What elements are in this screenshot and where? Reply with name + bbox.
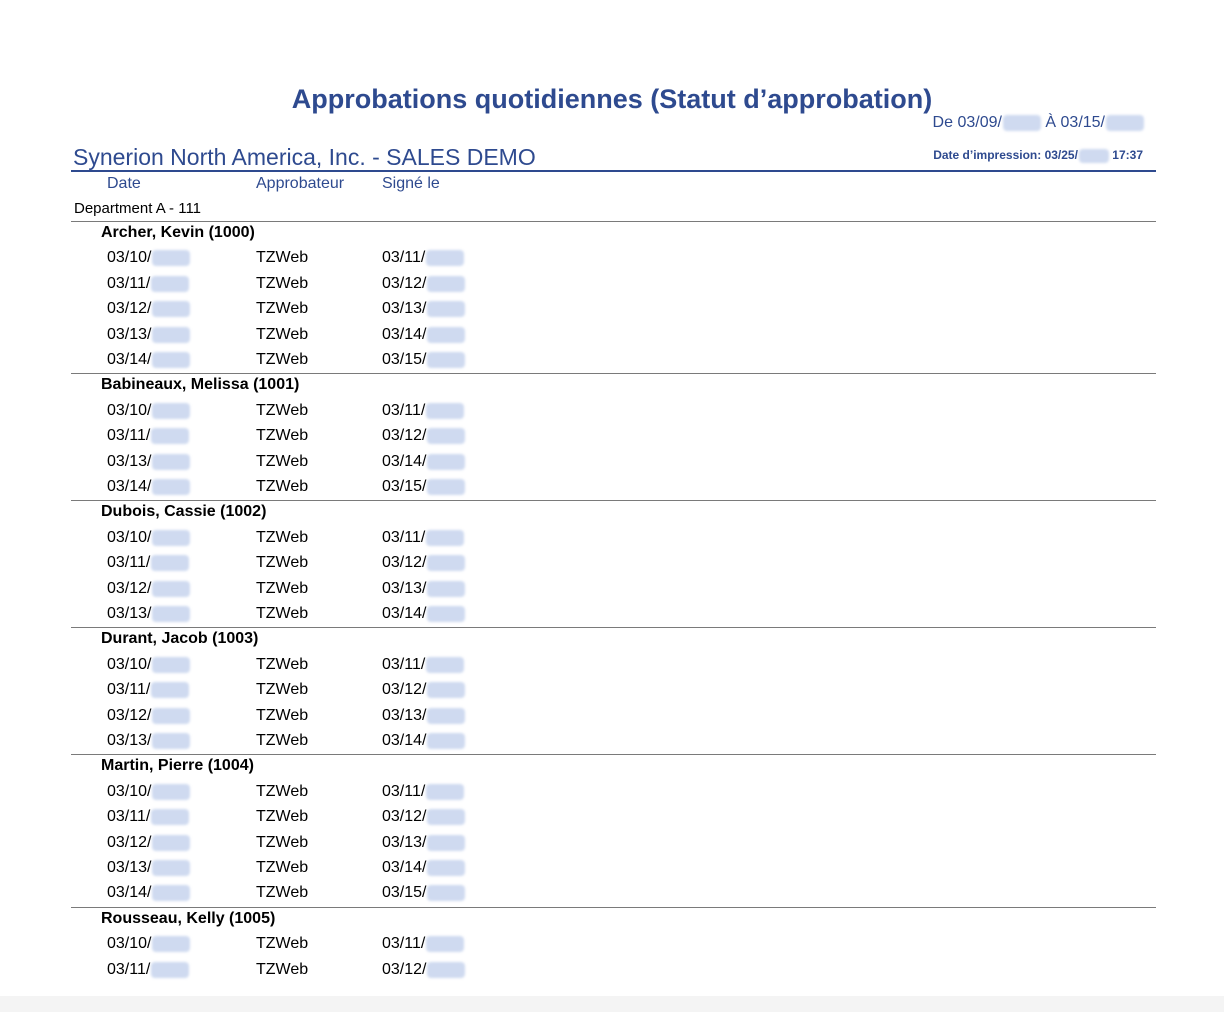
redacted-year [427,428,465,444]
redacted-year [152,454,190,470]
row-signed-text: 03/11/ [382,656,426,673]
row-date [107,961,189,979]
row-signed [382,884,465,902]
row-date [107,605,190,623]
redacted-year [427,555,465,571]
row-signed-text: 03/11/ [382,529,426,546]
row-date-text: 03/10/ [107,529,152,546]
redacted-year [151,428,189,444]
row-approver: TZWeb [256,961,309,978]
redacted-year [152,352,190,368]
employee-name: Durant, Jacob (1003) [101,630,259,647]
row-date-text: 03/13/ [107,326,152,343]
employee-name: Babineaux, Melissa (1001) [101,376,300,393]
row-date-text: 03/11/ [107,961,151,978]
row-signed-text: 03/13/ [382,707,427,724]
row-date [107,427,189,445]
row-signed [382,478,465,496]
row-signed [382,427,465,445]
row-approver: TZWeb [256,453,309,470]
section-rule [71,500,1156,501]
row-date [107,453,190,471]
range-to-date: 03/15/ [1060,114,1105,131]
print-date [933,148,1143,163]
row-approver: TZWeb [256,580,309,597]
redacted-year [152,327,190,343]
row-signed-text: 03/15/ [382,351,427,368]
row-approver: TZWeb [256,326,309,343]
row-date-text: 03/11/ [107,275,151,292]
section-rule [71,754,1156,755]
redacted-year [151,809,189,825]
row-approver: TZWeb [256,834,309,851]
row-signed-text: 03/14/ [382,326,427,343]
report-title: Approbations quotidiennes (Statut d’approbation) [291,84,933,114]
redacted-year [427,835,465,851]
redacted-year [152,733,190,749]
row-signed [382,249,464,267]
date-range [933,114,1144,132]
row-signed-text: 03/11/ [382,783,426,800]
redacted-year [427,327,465,343]
range-from-date: 03/09/ [957,114,1002,131]
row-date-text: 03/10/ [107,783,152,800]
redacted-year [152,860,190,876]
row-approver: TZWeb [256,427,309,444]
row-signed-text: 03/12/ [382,427,427,444]
row-signed [382,275,465,293]
employee-name: Martin, Pierre (1004) [101,757,254,774]
redacted-year [427,733,465,749]
row-approver: TZWeb [256,681,309,698]
row-date-text: 03/11/ [107,554,151,571]
row-signed [382,681,465,699]
row-date [107,808,189,826]
redacted-year [152,708,190,724]
range-to-label: À [1045,114,1057,131]
print-time: 17:37 [1112,148,1143,162]
row-date [107,275,189,293]
row-signed [382,961,465,979]
row-date-text: 03/10/ [107,249,152,266]
row-signed [382,580,465,598]
redacted-year [427,479,465,495]
employee-name: Archer, Kevin (1000) [101,224,255,241]
row-signed [382,554,465,572]
redacted-year [426,936,464,952]
row-signed [382,453,465,471]
row-date-text: 03/10/ [107,402,152,419]
row-signed [382,834,465,852]
row-date [107,300,190,318]
row-date [107,656,190,674]
redacted-year [152,530,190,546]
row-approver: TZWeb [256,783,309,800]
column-header-signed: Signé le [382,175,440,192]
section-rule [71,373,1156,374]
row-approver: TZWeb [256,249,309,266]
row-date [107,326,190,344]
redacted-year [152,301,190,317]
row-signed-text: 03/12/ [382,275,427,292]
redacted-year [427,860,465,876]
row-date [107,783,190,801]
section-rule [71,221,1156,222]
row-date [107,351,190,369]
section-rule [71,627,1156,628]
row-date-text: 03/10/ [107,935,152,952]
redacted-year [151,555,189,571]
row-signed-text: 03/11/ [382,935,426,952]
row-signed-text: 03/11/ [382,402,426,419]
row-signed-text: 03/11/ [382,249,426,266]
redacted-year [152,250,190,266]
column-header-date: Date [107,175,141,192]
redacted-year [152,606,190,622]
redacted-year [426,784,464,800]
row-approver: TZWeb [256,707,309,724]
row-date [107,580,190,598]
column-header-approver: Approbateur [256,175,345,192]
redacted-year [427,352,465,368]
redacted-year [152,885,190,901]
row-date [107,884,190,902]
row-approver: TZWeb [256,656,309,673]
row-date-text: 03/13/ [107,605,152,622]
row-signed-text: 03/12/ [382,554,427,571]
row-date [107,249,190,267]
row-signed [382,707,465,725]
print-date-label: Date d’impression: [933,148,1042,162]
row-approver: TZWeb [256,935,309,952]
row-signed [382,732,465,750]
row-signed [382,605,465,623]
redacted-year [426,250,464,266]
row-date-text: 03/12/ [107,300,152,317]
redacted-year [426,530,464,546]
redacted-year [427,708,465,724]
row-date [107,402,190,420]
row-signed-text: 03/13/ [382,834,427,851]
company-name: Synerion North America, Inc. - SALES DEMO [73,144,536,170]
row-date [107,732,190,750]
row-signed [382,859,465,877]
redacted-year [1106,115,1144,131]
row-signed [382,300,465,318]
row-approver: TZWeb [256,732,309,749]
redacted-year [427,606,465,622]
row-approver: TZWeb [256,859,309,876]
row-date-text: 03/13/ [107,732,152,749]
redacted-year [152,479,190,495]
row-signed-text: 03/14/ [382,605,427,622]
redacted-year [427,682,465,698]
row-date-text: 03/12/ [107,707,152,724]
employee-name: Dubois, Cassie (1002) [101,503,267,520]
row-signed-text: 03/15/ [382,478,427,495]
section-rule [71,907,1156,908]
row-approver: TZWeb [256,808,309,825]
row-signed-text: 03/12/ [382,681,427,698]
row-date [107,935,190,953]
row-signed-text: 03/13/ [382,300,427,317]
redacted-year [427,581,465,597]
row-date [107,859,190,877]
row-signed-text: 03/12/ [382,961,427,978]
row-date-text: 03/13/ [107,859,152,876]
redacted-year [427,301,465,317]
redacted-year [427,962,465,978]
row-date-text: 03/14/ [107,884,152,901]
redacted-year [151,276,189,292]
employee-name: Rousseau, Kelly (1005) [101,910,276,927]
redacted-year [152,835,190,851]
row-signed-text: 03/14/ [382,732,427,749]
header-rule [71,170,1156,172]
row-approver: TZWeb [256,605,309,622]
row-date [107,681,189,699]
row-approver: TZWeb [256,300,309,317]
redacted-year [427,276,465,292]
row-date [107,478,190,496]
redacted-year [1003,115,1041,131]
row-date [107,707,190,725]
redacted-year [152,403,190,419]
row-date-text: 03/10/ [107,656,152,673]
redacted-year [427,885,465,901]
row-date-text: 03/12/ [107,834,152,851]
row-signed [382,808,465,826]
redacted-year [152,936,190,952]
redacted-year [152,657,190,673]
department-heading: Department A - 111 [74,200,202,217]
row-date-text: 03/11/ [107,427,151,444]
redacted-year [1079,149,1109,163]
row-signed-text: 03/14/ [382,453,427,470]
row-approver: TZWeb [256,478,309,495]
redacted-year [151,682,189,698]
redacted-year [427,809,465,825]
row-signed-text: 03/15/ [382,884,427,901]
row-date-text: 03/14/ [107,478,152,495]
redacted-year [426,403,464,419]
row-signed [382,935,464,953]
row-approver: TZWeb [256,884,309,901]
row-signed [382,529,464,547]
row-date [107,529,190,547]
row-signed [382,656,464,674]
row-date-text: 03/11/ [107,808,151,825]
row-signed-text: 03/14/ [382,859,427,876]
row-date [107,554,189,572]
redacted-year [152,784,190,800]
range-from-label: De [932,114,953,131]
row-date [107,834,190,852]
row-signed [382,351,465,369]
row-signed-text: 03/12/ [382,808,427,825]
redacted-year [426,657,464,673]
redacted-year [151,962,189,978]
row-date-text: 03/12/ [107,580,152,597]
redacted-year [427,454,465,470]
row-signed [382,783,464,801]
print-date-value: 03/25/ [1044,148,1078,162]
row-approver: TZWeb [256,351,309,368]
row-date-text: 03/14/ [107,351,152,368]
row-signed [382,402,464,420]
row-date-text: 03/13/ [107,453,152,470]
page-bottom [0,996,1224,1012]
row-date-text: 03/11/ [107,681,151,698]
redacted-year [152,581,190,597]
row-signed [382,326,465,344]
row-approver: TZWeb [256,402,309,419]
row-approver: TZWeb [256,275,309,292]
row-approver: TZWeb [256,554,309,571]
row-approver: TZWeb [256,529,309,546]
row-signed-text: 03/13/ [382,580,427,597]
